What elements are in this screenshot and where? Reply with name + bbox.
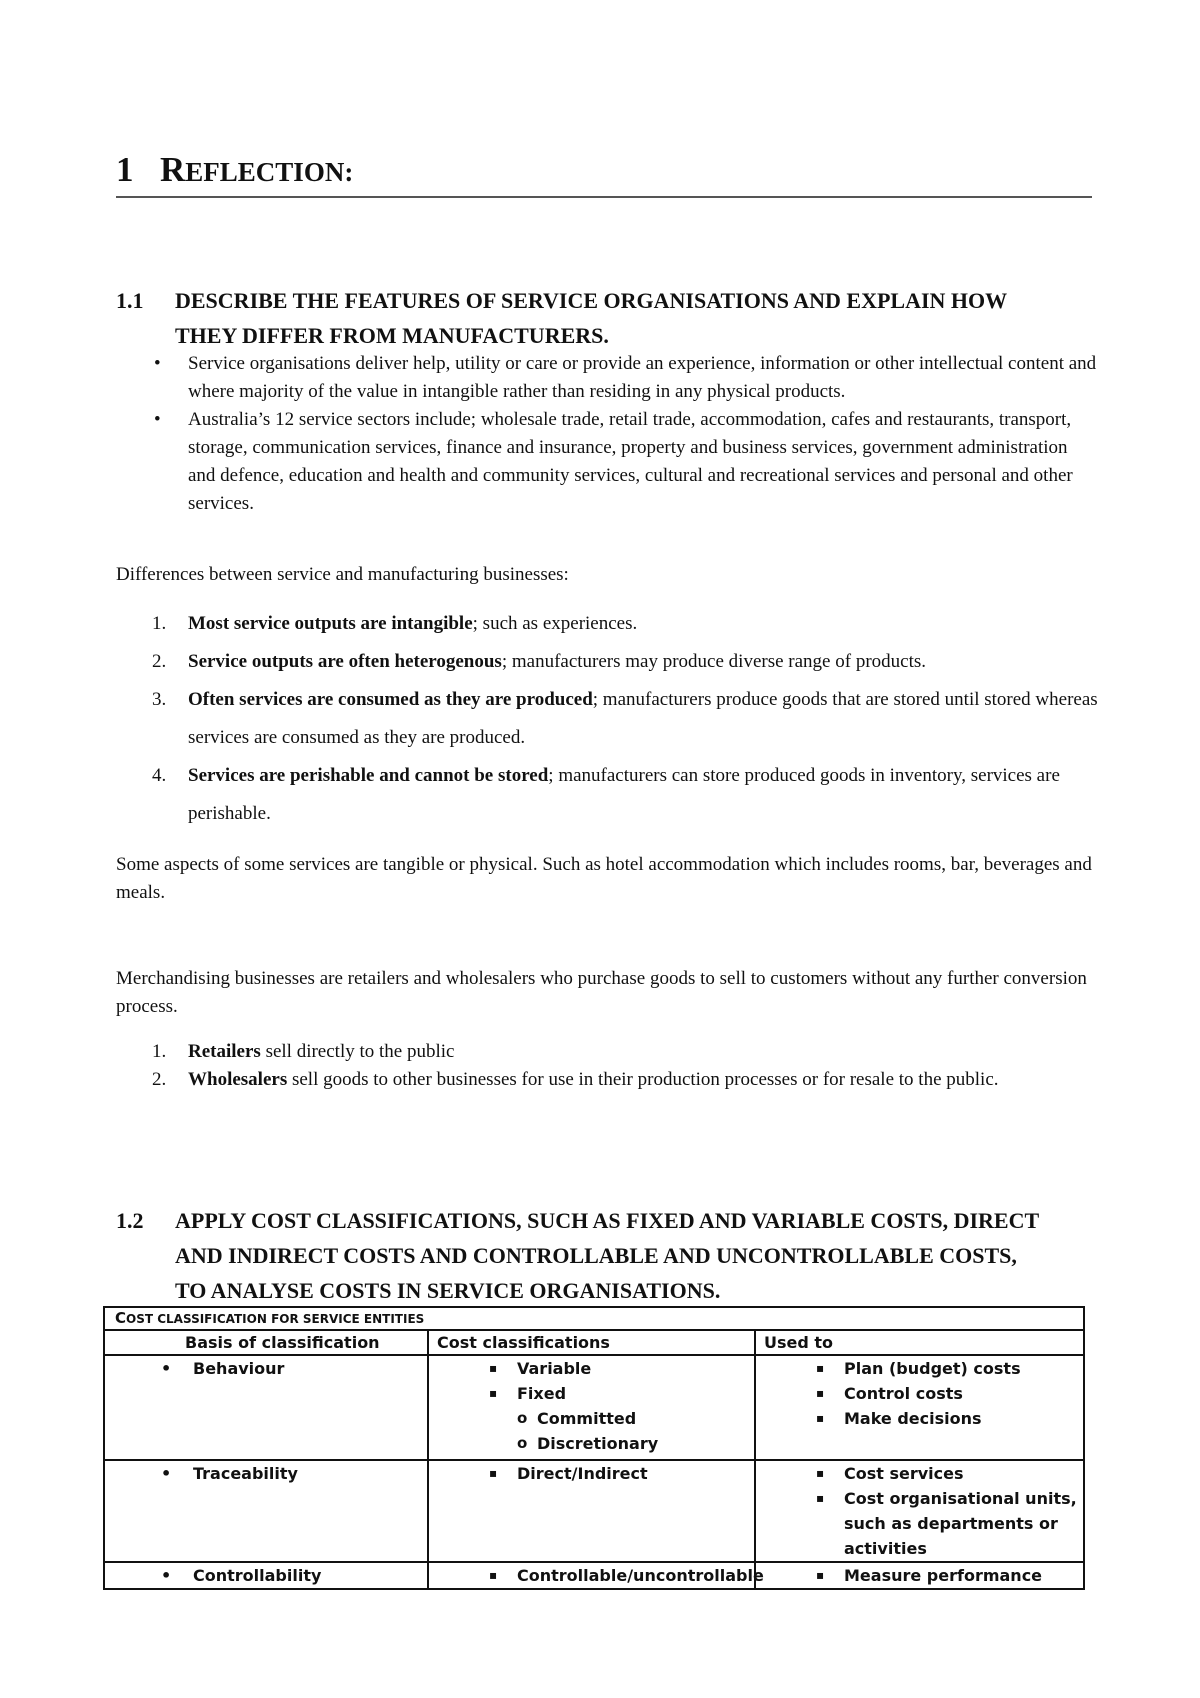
- table-row: [104, 1355, 1084, 1460]
- list-item: [764, 1356, 1083, 1381]
- square-marker: ▪: [816, 1361, 825, 1375]
- table-title: [104, 1307, 1084, 1330]
- section-1-1-heading: [116, 283, 1106, 353]
- table-cell: [428, 1460, 755, 1562]
- list-number: 3.: [152, 689, 167, 710]
- column-header: Used to: [755, 1330, 1084, 1355]
- bullet-marker: •: [154, 353, 161, 374]
- square-marker: ▪: [816, 1466, 825, 1480]
- bullet-marker: •: [161, 1359, 172, 1378]
- list-text: ; manufacturers can store produced goods in inventory, services are perishable.: [188, 765, 1060, 824]
- list-text: ; such as experiences.: [472, 613, 638, 634]
- square-marker: ▪: [489, 1361, 498, 1375]
- classification-text: Fixed: [517, 1384, 567, 1403]
- table-cell: [428, 1355, 755, 1460]
- list-item: [437, 1381, 754, 1406]
- use-text: Plan (budget) costs: [844, 1359, 1021, 1378]
- list-bold-text: Services are perishable and cannot be stored: [188, 765, 549, 786]
- table-cell: [428, 1562, 764, 1589]
- square-marker: ▪: [489, 1466, 498, 1480]
- list-item: [437, 1563, 764, 1588]
- list-item: [437, 1431, 754, 1456]
- table-title-rest: OST CLASSIFICATION FOR SERVICE ENTITIES: [126, 1312, 425, 1326]
- circle-marker: o: [517, 1434, 528, 1452]
- section-1-2-heading: [116, 1203, 1106, 1308]
- tangible-services-note: Some aspects of some services are tangible or physical. Such as hotel accommodation which includes rooms, bar, beverages and meals.: [116, 854, 1092, 903]
- table-row: [104, 1562, 1084, 1589]
- section-title: APPLY COST CLASSIFICATIONS, SUCH AS FIXED AND VARIABLE COSTS, DIRECT AND INDIRECT COSTS AND CONTROLLABLE AND UNCONTROLLABLE COSTS, TO ANALYSE COSTS IN SERVICE ORGANISATIONS.: [175, 1208, 1040, 1303]
- cell-list: [113, 1563, 427, 1588]
- list-text: sell goods to other businesses for use in their production processes or for resale to the public.: [287, 1069, 999, 1090]
- list-item: [437, 1356, 754, 1381]
- basis-text: Controllability: [193, 1566, 322, 1585]
- list-item: [764, 1381, 1083, 1406]
- list-item: [113, 1356, 427, 1381]
- list-bold-text: Retailers: [188, 1041, 261, 1062]
- bullet-marker: •: [161, 1566, 172, 1585]
- table-title-row: [104, 1307, 1084, 1330]
- list-item: [764, 1406, 1083, 1431]
- list-bold-text: Often services are consumed as they are produced: [188, 689, 593, 710]
- list-text: sell directly to the public: [260, 1041, 455, 1062]
- cost-classification-table: [103, 1306, 1085, 1590]
- list-item: [0, 605, 1098, 643]
- square-marker: ▪: [816, 1568, 825, 1582]
- cell-list: [764, 1356, 1083, 1431]
- list-item: [113, 1563, 427, 1588]
- list-item: [0, 757, 1098, 833]
- list-number: 1.: [152, 1041, 167, 1062]
- cell-list: [437, 1461, 754, 1486]
- cell-list: [764, 1461, 1083, 1561]
- list-bold-text: Most service outputs are intangible: [188, 613, 473, 634]
- list-bold-text: Service outputs are often heterogenous: [188, 651, 502, 672]
- table-header-row: [104, 1330, 1084, 1355]
- sub-classification-text: Committed: [537, 1409, 637, 1428]
- square-marker: ▪: [816, 1491, 825, 1505]
- square-marker: ▪: [816, 1386, 825, 1400]
- list-bold-text: Wholesalers: [188, 1069, 288, 1090]
- list-number: 2.: [152, 1069, 167, 1090]
- heading-reflection: [116, 150, 1092, 198]
- cell-list: [113, 1461, 427, 1486]
- list-item: [0, 643, 1098, 681]
- basis-text: Traceability: [193, 1464, 298, 1483]
- merchandising-list: [0, 1038, 1200, 1094]
- list-item: [0, 406, 1098, 518]
- table-cell: [104, 1562, 428, 1589]
- basis-text: Behaviour: [193, 1359, 285, 1378]
- list-number: 2.: [152, 651, 167, 672]
- list-item: [0, 350, 1098, 406]
- differences-intro: Differences between service and manufacturing businesses:: [116, 564, 569, 585]
- classification-text: Direct/Indirect: [517, 1464, 648, 1483]
- heading-title-initial: R: [160, 150, 186, 189]
- table-cell: [755, 1562, 1084, 1589]
- square-marker: ▪: [489, 1386, 498, 1400]
- cell-list: [437, 1356, 754, 1456]
- bullet-marker: •: [161, 1464, 172, 1483]
- list-item: [0, 1038, 1098, 1066]
- table-cell: [755, 1460, 1084, 1562]
- list-text: ; manufacturers may produce diverse range of products.: [501, 651, 926, 672]
- section-title: DESCRIBE THE FEATURES OF SERVICE ORGANISATIONS AND EXPLAIN HOW THEY DIFFER FROM MANUFACTURERS.: [175, 288, 1008, 348]
- square-marker: ▪: [816, 1411, 825, 1425]
- list-item: [0, 1066, 1098, 1094]
- list-item: [0, 681, 1098, 757]
- use-text: Make decisions: [844, 1409, 982, 1428]
- bullet-text: Service organisations deliver help, utility or care or provide an experience, information or other intellectual content and where majority of the value in intangible rather than residing in any physical products.: [188, 353, 1097, 402]
- table-row: [104, 1460, 1084, 1562]
- use-text: Cost organisational units, such as departments or activities: [844, 1489, 1077, 1558]
- merchandising-intro: Merchandising businesses are retailers and wholesalers who purchase goods to sell to customers without any further conversion process.: [116, 968, 1087, 1017]
- heading-title-rest: EFLECTION:: [185, 157, 354, 187]
- list-item: [764, 1461, 1083, 1486]
- section-number: 1.1: [116, 288, 144, 313]
- bullet-marker: •: [154, 409, 161, 430]
- table-title-initial: C: [115, 1309, 127, 1327]
- cell-list: [437, 1563, 764, 1588]
- list-item: [113, 1461, 427, 1486]
- use-text: Control costs: [844, 1384, 963, 1403]
- bullet-text: Australia’s 12 service sectors include; wholesale trade, retail trade, accommodation, cafes and restaurants, transport, storage, communication services, finance and insurance, property and business services, government administration and defence, education and health and community services, cultural and recreational services and personal and other services.: [188, 409, 1073, 514]
- list-item: [764, 1486, 1083, 1561]
- heading-number: 1: [116, 150, 134, 189]
- section-number: 1.2: [116, 1208, 144, 1233]
- column-header: Cost classifications: [428, 1330, 755, 1355]
- column-header: Basis of classification: [104, 1330, 428, 1355]
- differences-list: [0, 605, 1200, 833]
- cell-list: [113, 1356, 427, 1381]
- table-cell: [755, 1355, 1084, 1460]
- use-text: Measure performance: [844, 1566, 1043, 1585]
- features-bullet-list: [0, 350, 1200, 518]
- list-item: [437, 1406, 754, 1431]
- list-number: 1.: [152, 613, 167, 634]
- table-cell: [104, 1460, 428, 1562]
- list-item: [437, 1461, 754, 1486]
- circle-marker: o: [517, 1409, 528, 1427]
- square-marker: ▪: [489, 1568, 498, 1582]
- use-text: Cost services: [844, 1464, 964, 1483]
- sub-classification-text: Discretionary: [537, 1434, 659, 1453]
- list-number: 4.: [152, 765, 167, 786]
- table-cell: [104, 1355, 428, 1460]
- list-item: [764, 1563, 1083, 1588]
- cell-list: [764, 1563, 1083, 1588]
- classification-text: Variable: [517, 1359, 592, 1378]
- list-text: ; manufacturers produce goods that are stored until stored whereas services are consumed as they are produced.: [188, 689, 1098, 748]
- classification-text: Controllable/uncontrollable: [517, 1566, 764, 1585]
